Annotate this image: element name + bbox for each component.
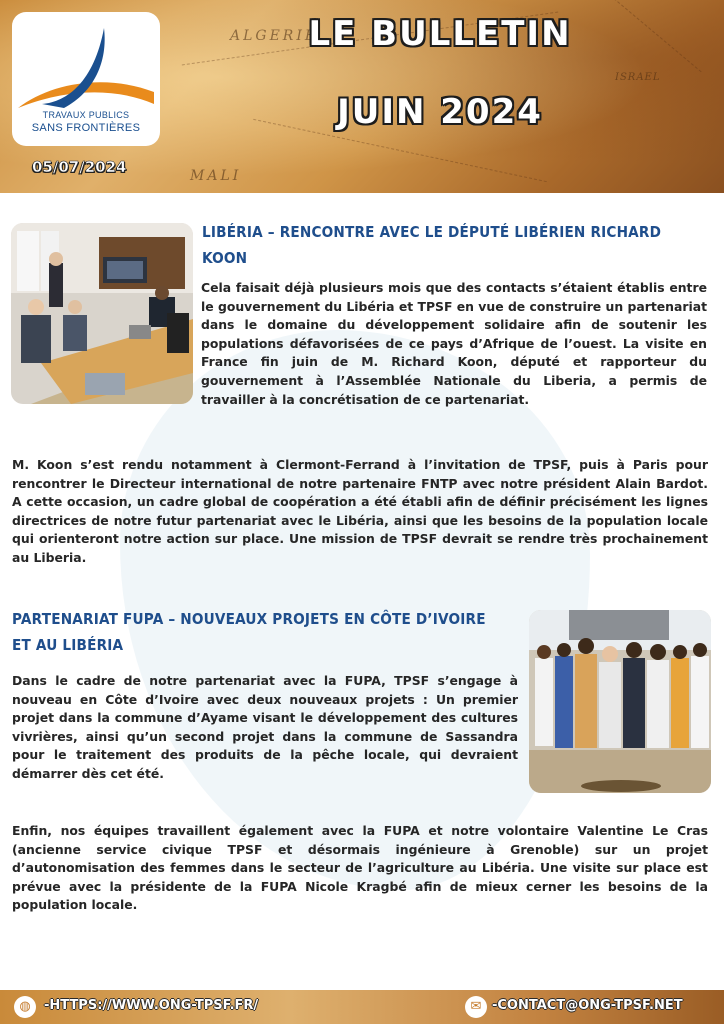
fupa-detail-paragraph: Enfin, nos équipes travaillent également avec la FUPA et notre volontaire Valentine Le Cras (ancienne service civique TPSF et désormais ingénieure à Grenoble) sur un projet d’autonomisation des femmes dans le secteur de l’agriculture au Libéria. Une visite sur place est prévue avec la présidente de la FUPA Nicole Kragbé afin de mieux cerner les besoins de la population locale. <box>12 823 708 913</box>
liberia-intro-paragraph: Cela faisait déjà plusieurs mois que des contacts s’étaient établis entre le gouvernement du Libéria et TPSF en vue de construire un partenariat dans le domaine du développement solidaire afin de soutenir les populations défavorisées de ce pays d’Afrique de l’ouest. La visite en France fin juin de M. Richard Koon, député et rapporteur du gouvernement à l’Assemblée Nationale du Liberia, a permis de travailler à la concrétisation de ce partenariat. <box>201 280 707 407</box>
heading-line: LIBÉRIA – RENCONTRE AVEC LE DÉPUTÉ LIBÉRIEN RICHARD <box>202 223 662 241</box>
email-link[interactable]: -CONTACT@ONG-TPSF.NET <box>492 998 683 1013</box>
meeting-photo <box>11 223 193 404</box>
group-photo <box>529 610 711 793</box>
globe-icon: ◍ <box>14 996 36 1018</box>
logo-text-line1: TRAVAUX PUBLICS <box>42 110 130 120</box>
bulletin-title-line1: LE BULLETIN <box>308 14 572 54</box>
heading-line: KOON <box>202 249 248 267</box>
heading-line: ET AU LIBÉRIA <box>12 636 124 654</box>
logo-swoosh-graphic <box>12 12 160 112</box>
heading-line: PARTENARIAT FUPA – NOUVEAUX PROJETS EN CÔTE D’IVOIRE <box>12 610 486 628</box>
bulletin-date: 05/07/2024 <box>32 158 127 176</box>
footer-bar <box>0 990 724 1024</box>
website-link[interactable]: -HTTPS://WWW.ONG-TPSF.FR/ <box>44 998 259 1013</box>
section-heading-fupa <box>12 606 514 658</box>
mail-icon: ✉ <box>465 996 487 1018</box>
section-heading-liberia <box>202 219 695 271</box>
map-label: ISRAEL <box>615 72 661 83</box>
logo-text-line2: SANS FRONTIÈRES <box>31 122 141 134</box>
map-label: MALI <box>190 168 242 184</box>
header-banner <box>0 0 724 193</box>
liberia-detail-paragraph: M. Koon s’est rendu notamment à Clermont-Ferrand à l’invitation de TPSF, puis à Paris pour rencontrer le Directeur international de notre partenaire FNTP avec notre président Alain Bardot. A cette occasion, un cadre global de coopération a été établi afin de définir précisément les lignes directrices de notre futur partenariat avec le Libéria, ainsi que les besoins de la population locale qui orienteront notre action sur place. Une mission de TPSF devrait se rendre très prochainement au Liberia. <box>12 457 708 565</box>
tpsf-logo[interactable] <box>12 12 160 146</box>
map-label: ALGERIE <box>230 28 319 44</box>
bulletin-title-line2: JUIN 2024 <box>337 92 543 132</box>
fupa-intro-paragraph: Dans le cadre de notre partenariat avec la FUPA, TPSF s’engage à nouveau en Côte d’Ivoire avec deux nouveaux projets : Un premier projet dans la commune d’Ayame visant le développement des cultures vivrières, ainsi qu’un second projet dans la commune de Sassandra pour le traitement des produits de la pêche locale, qui devraient démarrer dès cet été. <box>12 673 518 781</box>
